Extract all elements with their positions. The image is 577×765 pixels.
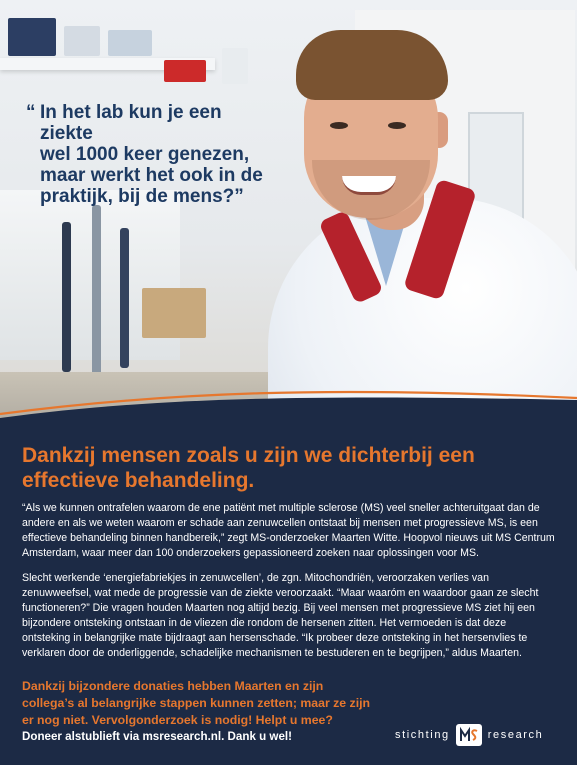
call-to-action: Dankzij bijzondere donaties hebben Maarten en zijn collega’s al belangrijke stappen kunnen zetten; maar ze zijn er nog niet. Vervolgonderzoek is nodig! Helpt u mee? bbox=[22, 679, 371, 727]
pipette bbox=[92, 205, 101, 375]
stichting-ms-research-logo bbox=[395, 724, 543, 746]
eye-right bbox=[388, 122, 406, 129]
logo-word-left: stichting bbox=[395, 729, 450, 741]
eye-left bbox=[330, 122, 348, 129]
donate-line: Doneer alstublieft via msresearch.nl. Dank u wel! bbox=[22, 730, 292, 743]
shelf-box bbox=[108, 30, 152, 56]
headline: Dankzij mensen zoals u zijn we dichterbij een effectieve behandeling. bbox=[22, 444, 475, 492]
cardboard-box bbox=[142, 288, 206, 338]
body-paragraph-2: Slecht werkende ‘energiefabriekjes in zenuwcellen’, de zgn. Mitochondriën, veroorzaken verlies van zenuwweefsel, wat mede de progressie van de ziekte veroorzaakt. “Maar waaróm en waardoor gaan ze slecht functioneren?” Die vragen houden Maarten nog altijd bezig. Bij veel mensen met progressieve MS ziet hij een bijzondere ontsteking ontstaan in de vliezen die rondom de hersenen zitten. Het vermoeden is dat deze ontsteking in belangrijke mate bijdraagt aan hersenschade. “Ik probeer deze ontsteking in het hersenvlies te verklaren door de onderliggende, schadelijke mechanismen te bestuderen en te begrijpen,” aldus Maarten. bbox=[22, 572, 539, 659]
quote-text: In het lab kun je een ziekte wel 1000 keer genezen, maar werkt het ook in de praktijk, bij de mens?” bbox=[40, 102, 263, 207]
ms-logo-icon bbox=[456, 724, 482, 746]
body-paragraph-1: “Als we kunnen ontrafelen waarom de ene patiënt met multiple sclerose (MS) veel sneller achteruitgaat dan de andere en als we weten waarom er schade aan zenuwcellen ontstaat bij mensen met progressieve MS, is een effectieve behandeling binnen handbereik,” zegt MS-onderzoeker Maarten Witte. Hoopvol nieuws uit MS Centrum Amsterdam, waar meer dan 100 onderzoekers gepassioneerd zoeken naar oplossingen voor MS. bbox=[22, 502, 555, 559]
pipette bbox=[62, 222, 71, 372]
logo-word-right: research bbox=[487, 729, 544, 741]
pull-quote bbox=[28, 102, 278, 207]
shelf-box bbox=[222, 48, 248, 84]
quote-open-mark: “ bbox=[26, 102, 36, 123]
shelf-box bbox=[8, 18, 56, 56]
shelf-box bbox=[64, 26, 100, 56]
pipette bbox=[120, 228, 129, 368]
hair bbox=[296, 30, 448, 100]
shelf-box bbox=[164, 60, 206, 82]
